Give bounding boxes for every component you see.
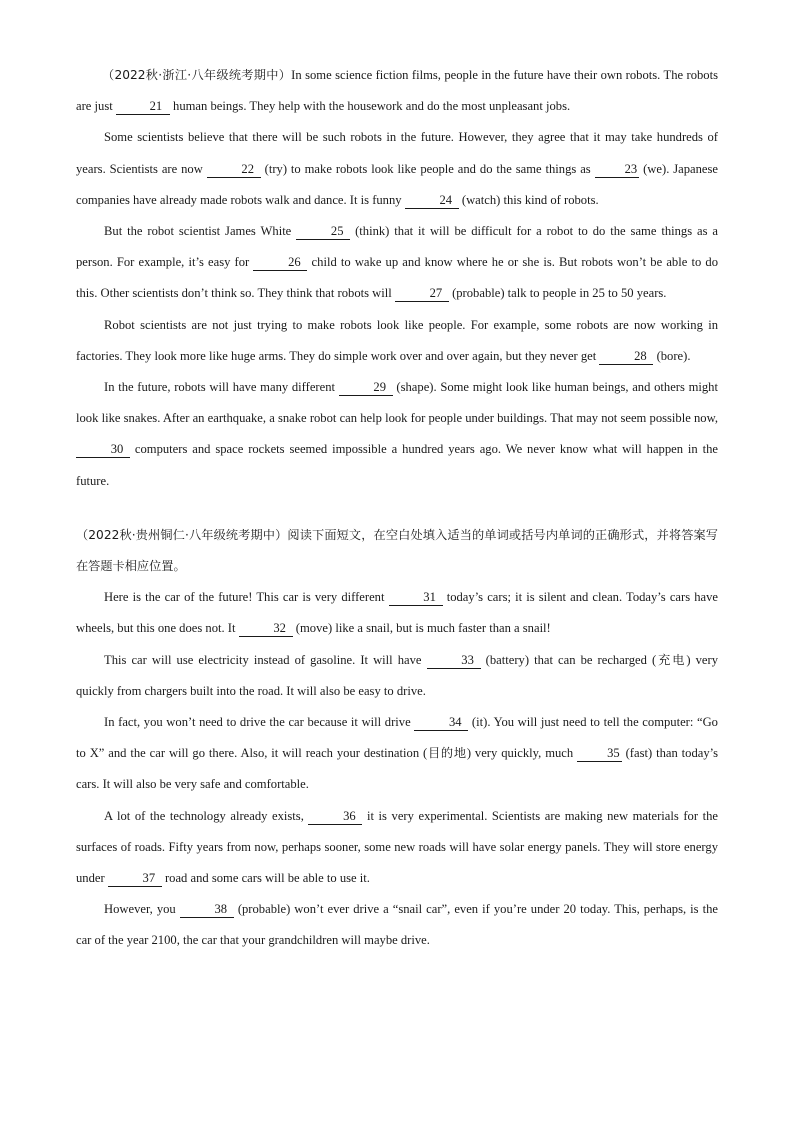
text: road and some cars will be able to use it.	[161, 871, 370, 886]
blank-22[interactable]: 22	[207, 162, 261, 178]
text: ) very quickly, much	[466, 746, 578, 761]
text: But the robot scientist James White	[104, 224, 297, 239]
passage1-paragraph-2	[76, 122, 718, 216]
text: In the future, robots will have many different	[104, 380, 339, 395]
blank-30[interactable]: 30	[76, 442, 130, 458]
text: computers and space rockets seemed impossible a hundred years ago. We never know what will happen in the future.	[76, 442, 718, 488]
passage1-source: （2022秋·浙江·八年级统考期中）	[102, 68, 292, 82]
passage2-paragraph-4	[76, 801, 718, 895]
text: it is very experimental. Scientists are making new materials for the surfaces of roads. Fifty years from now, perhaps sooner, some new roads will have solar energy panels. They will store energy under	[76, 808, 718, 886]
passage2-paragraph-3	[76, 707, 718, 801]
section-gap	[76, 497, 718, 520]
text: In some science fiction films, people in the future have their own robots. The robots are just	[76, 68, 718, 114]
document-page	[76, 60, 718, 957]
blank-33[interactable]: 33	[427, 653, 481, 669]
blank-29[interactable]: 29	[339, 380, 393, 396]
text: (we). Japanese companies have already made robots walk and dance. It is funny	[76, 161, 719, 207]
text: Here is the car of the future! This car is very different	[104, 590, 389, 605]
blank-36[interactable]: 36	[308, 809, 362, 825]
text: (watch) this kind of robots.	[458, 192, 599, 207]
passage1-paragraph-5	[76, 372, 718, 497]
passage2-paragraph-1	[76, 582, 718, 644]
blank-27[interactable]: 27	[395, 286, 449, 302]
blank-34[interactable]: 34	[414, 715, 468, 731]
gloss-recharge: 充电	[656, 652, 687, 667]
text: human beings. They help with the housework and do the most unpleasant jobs.	[169, 99, 571, 114]
passage1-paragraph-1	[76, 60, 718, 122]
text: (bore).	[653, 348, 691, 363]
gloss-destination: 目的地	[427, 746, 467, 761]
text: A lot of the technology already exists,	[104, 808, 309, 823]
text: This car will use electricity instead of gasoline. It will have	[104, 652, 427, 667]
text: (battery) that can be recharged (	[480, 652, 657, 667]
text: (shape). Some might look like human beings, and others might look like snakes. After an earthquake, a snake robot can help look for people under buildings. That may not seem possible now,	[76, 380, 718, 426]
text: (move) like a snail, but is much faster than a snail!	[292, 621, 551, 636]
blank-24[interactable]: 24	[405, 193, 459, 209]
text: (think) that it will be difficult for a robot to do the same things as a person. For example, it’s easy for	[76, 224, 718, 270]
text: (probable) won’t ever drive a “snail car”, even if you’re under 20 today. This, perhaps, is the car of the year 2100, the car that your grandchildren will maybe drive.	[76, 902, 718, 948]
text: (it). You will just need to tell the computer: “Go to X” and the car will go there. Also, it will reach your destination (	[76, 715, 718, 761]
text: Robot scientists are not just trying to make robots look like people. For example, some robots are now working in factories. They look more like huge arms. They do simple work over and over again, but they never get	[76, 317, 718, 363]
blank-35[interactable]: 35	[577, 746, 622, 762]
passage2-paragraph-2	[76, 645, 718, 707]
text: ) very quickly from chargers built into the road. It will also be easy to drive.	[76, 652, 718, 698]
blank-23[interactable]: 23	[595, 162, 640, 178]
text: However, you	[104, 902, 180, 917]
passage2-source: （2022秋·贵州铜仁·八年级统考期中）	[76, 527, 288, 542]
blank-25[interactable]: 25	[296, 224, 350, 240]
blank-26[interactable]: 26	[253, 255, 307, 271]
text: (fast) than today’s cars. It will also be very safe and comfortable.	[76, 746, 719, 792]
passage2-instruction: 阅读下面短文，在空白处填入适当的单词或括号内单词的正确形式，并将答案写在答题卡相应位置。	[76, 527, 718, 574]
passage2-paragraph-5	[76, 894, 718, 956]
text: In fact, you won’t need to drive the car because it will drive	[104, 715, 415, 730]
text: Some scientists believe that there will be such robots in the future. However, they agree that it may take hundreds of years. Scientists are now	[76, 130, 718, 176]
text: today’s cars; it is silent and clean. Today’s cars have wheels, but this one does not. It	[76, 590, 718, 636]
passage1-paragraph-3	[76, 216, 718, 310]
passage1-paragraph-4	[76, 310, 718, 372]
blank-38[interactable]: 38	[180, 902, 234, 918]
blank-28[interactable]: 28	[599, 349, 653, 365]
blank-31[interactable]: 31	[389, 590, 443, 606]
text: (probable) talk to people in 25 to 50 years.	[448, 286, 667, 301]
text: child to wake up and know where he or she is. But robots won’t be able to do this. Other scientists don’t think so. They think that robots will	[76, 255, 719, 301]
blank-32[interactable]: 32	[239, 621, 293, 637]
passage2-header	[76, 520, 718, 582]
text: (try) to make robots look like people and do the same things as	[260, 161, 595, 176]
blank-37[interactable]: 37	[108, 871, 162, 887]
blank-21[interactable]: 21	[116, 99, 170, 115]
